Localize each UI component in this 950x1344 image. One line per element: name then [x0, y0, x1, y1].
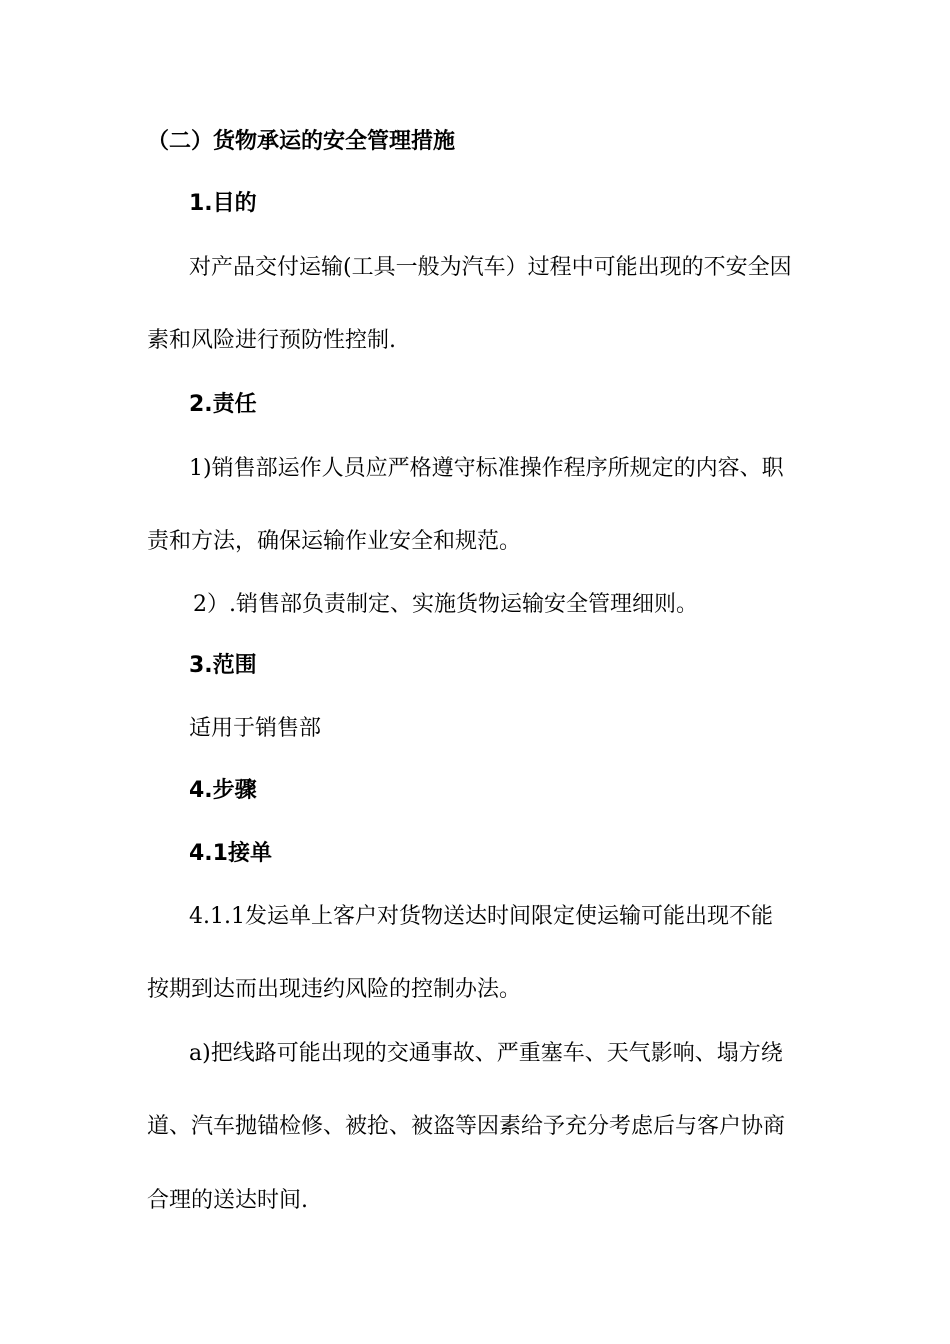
paragraph-a-line-3: 合理的送达时间.	[147, 1188, 308, 1213]
paragraph-responsibility-1-line-1: 1)销售部运作人员应严格遵守标准操作程序所规定的内容、职	[189, 456, 784, 481]
heading-responsibility: 2.责任	[189, 392, 257, 417]
paragraph-purpose-line-1: 对产品交付运输(工具一般为汽车）过程中可能出现的不安全因	[189, 255, 792, 280]
paragraph-purpose-line-2: 素和风险进行预防性控制.	[147, 328, 396, 353]
paragraph-4-1-1-line-1: 4.1.1发运单上客户对货物送达时间限定使运输可能出现不能	[189, 904, 773, 929]
heading-purpose: 1.目的	[189, 191, 257, 216]
paragraph-a-line-1: a)把线路可能出现的交通事故、严重塞车、天气影响、塌方绕	[189, 1041, 783, 1066]
section-title: （二）货物承运的安全管理措施	[147, 129, 456, 154]
paragraph-responsibility-2: 2）.销售部负责制定、实施货物运输安全管理细则。	[193, 592, 698, 617]
heading-order-receipt: 4.1接单	[189, 841, 272, 866]
heading-scope: 3.范围	[189, 653, 257, 678]
paragraph-4-1-1-line-2: 按期到达而出现违约风险的控制办法。	[147, 977, 522, 1002]
paragraph-a-line-2: 道、汽车抛锚检修、被抢、被盗等因素给予充分考虑后与客户协商	[147, 1114, 786, 1139]
paragraph-scope: 适用于销售部	[189, 716, 322, 741]
paragraph-responsibility-1-line-2: 责和方法，确保运输作业安全和规范。	[147, 529, 522, 554]
heading-steps: 4.步骤	[189, 778, 257, 803]
